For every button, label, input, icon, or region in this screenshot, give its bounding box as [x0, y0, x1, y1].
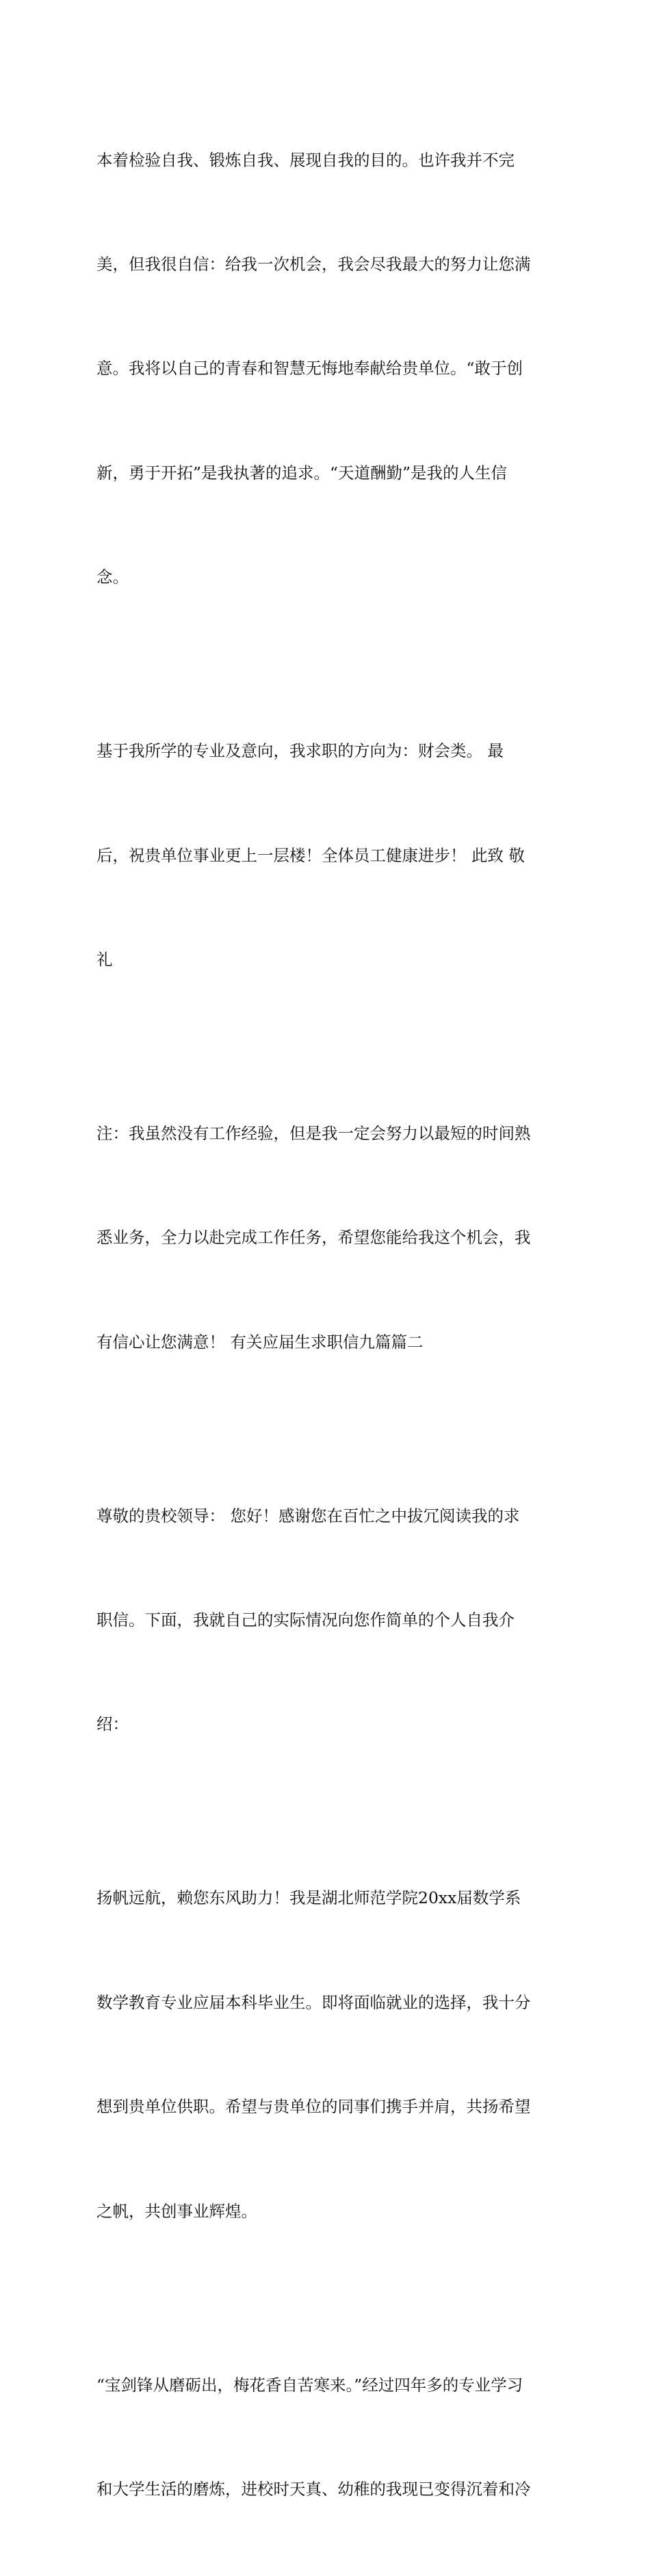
text-line: 和大学生活的磨炼，进校时天真、幼稚的我现已变得沉着和冷 [96, 2479, 531, 2499]
text-line: 扬帆远航，赖您东风助力！我是湖北师范学院20xx届数学系 [96, 1888, 521, 1908]
text-line: 后，祝贵单位事业更上一层楼！全体员工健康进步！ 此致 敬 [96, 845, 525, 865]
paragraph-self-evaluation [96, 73, 562, 665]
paragraph-greeting [96, 1429, 562, 1812]
text-line: 职信。下面，我就自己的实际情况向您作简单的个人自我介 [96, 1610, 515, 1630]
text-line: 基于我所学的专业及意向，我求职的方向为：财会类。 最 [96, 741, 504, 761]
text-line: 本着检验自我、锻炼自我、展现自我的目的。也许我并不完 [96, 150, 515, 170]
text-line: 想到贵单位供职。希望与贵单位的同事们携手并肩，共扬希望 [96, 2097, 531, 2117]
text-line: 意。我将以自己的青春和智慧无悔地奉献给贵单位。“敢于创 [96, 359, 523, 378]
text-line: 注：我虽然没有工作经验，但是我一定会努力以最短的时间熟 [96, 1123, 531, 1143]
paragraph-quote [96, 2298, 562, 2576]
text-line: 之帆，共创事业辉煌。 [96, 2201, 257, 2221]
text-line: 美，但我很自信：给我一次机会，我会尽我最大的努力让您满 [96, 254, 531, 274]
text-line: 有信心让您满意！ 有关应届生求职信九篇篇二 [96, 1332, 424, 1352]
text-line: 礼 [96, 949, 113, 969]
paragraph-job-direction [96, 665, 562, 1047]
document-body [96, 73, 562, 2576]
text-line: 新，勇于开拓”是我执著的追求。“天道酬勤”是我的人生信 [96, 463, 508, 482]
paragraph-introduction [96, 1812, 562, 2298]
text-line: 绍： [96, 1714, 129, 1734]
text-line: 念。 [96, 567, 129, 587]
text-line: “宝剑锋从磨砺出，梅花香自苦寒来。”经过四年多的专业学习 [96, 2375, 523, 2395]
paragraph-note [96, 1046, 562, 1429]
text-line: 悉业务，全力以赴完成工作任务，希望您能给我这个机会，我 [96, 1228, 531, 1248]
text-line: 数学教育专业应届本科毕业生。即将面临就业的选择，我十分 [96, 1992, 531, 2012]
text-line: 尊敬的贵校领导： 您好！感谢您在百忙之中拔冗阅读我的求 [96, 1506, 520, 1525]
